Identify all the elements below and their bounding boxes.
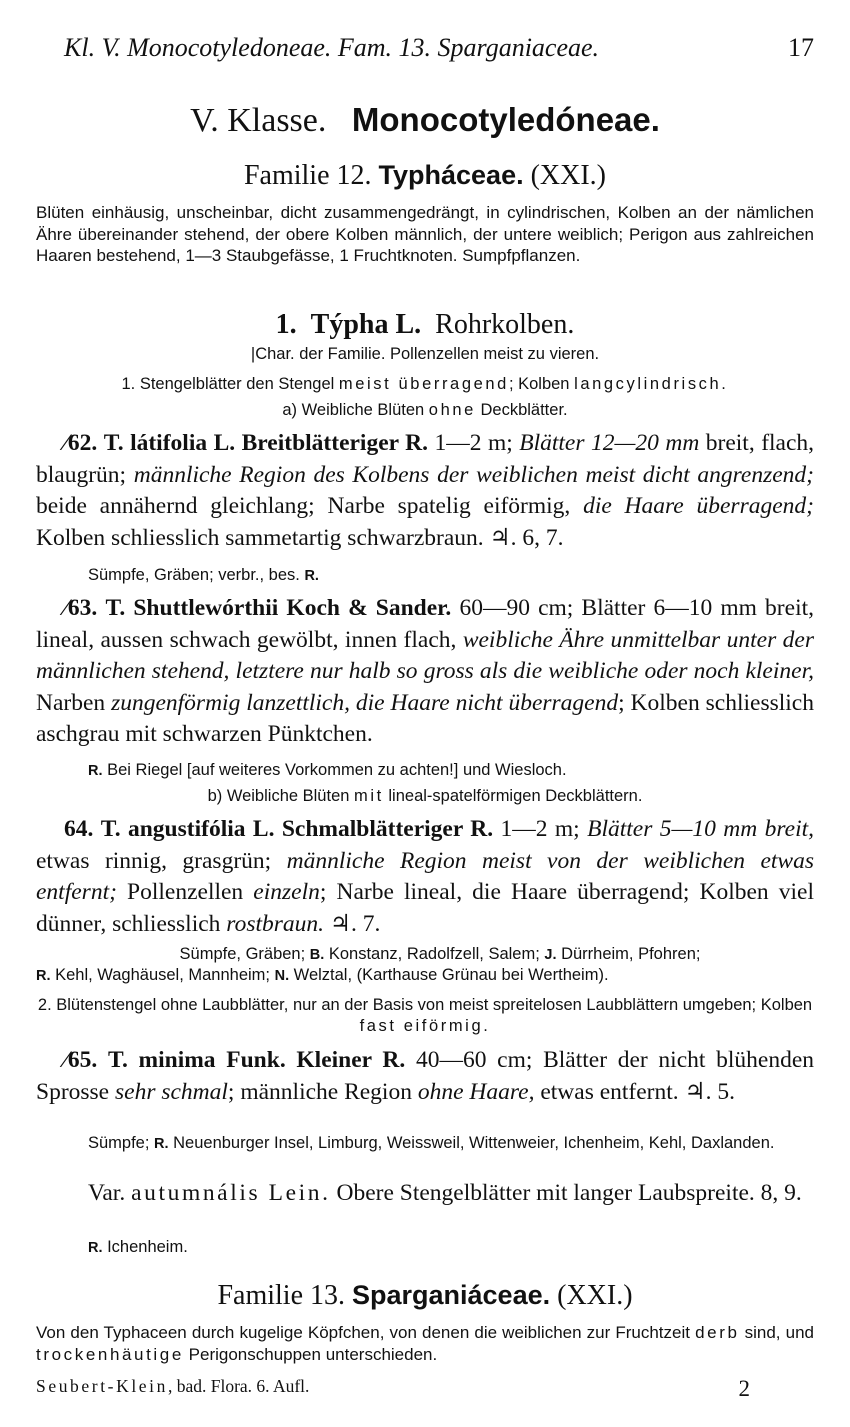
species-64-text: 1—2 m;: [500, 816, 588, 842]
genus-heading: [36, 308, 814, 342]
key-1b: [36, 786, 814, 807]
variety-name: autumnális: [131, 1180, 261, 1206]
species-62-text: Kolben schliesslich sammetartig schwarzbraun. ♃. 6, 7.: [36, 524, 564, 551]
genus-character: |Char. der Familie. Pollenzellen meist zu vieren.: [250, 345, 600, 363]
species-65-common-name: Kleiner R.: [296, 1047, 406, 1073]
locality-text: Bei Riegel [auf weiteres Vorkommen zu achten!] und Wiesloch.: [107, 761, 567, 779]
family-12-suffix: (XXI.): [530, 160, 607, 191]
species-62-italic: Blätter 12—20 mm: [519, 430, 700, 456]
species-63-number: ⁄63.: [64, 595, 98, 621]
species-64-italic: männliche Region meist von der weiblichen etwas entfernt;: [36, 847, 814, 905]
family-12-description: Blüten einhäusig, unscheinbar, dicht zusammengedrängt, in cylindrischen, Kolben an der nämlichen Ähre übereinander stehend, der obere Kolben männlich, der untere weiblich; Perigon aus zahlreichen Haaren bestehend, 1—3 Staubgefässe, 1 Fruchtknoten. Sumpfpflanzen.: [36, 203, 814, 265]
species-65-number: ⁄65.: [64, 1047, 98, 1073]
locality-region: R.: [154, 1136, 169, 1152]
species-64: [36, 814, 814, 940]
species-62-italic: männliche Region des Kolbens der weiblichen meist dicht angrenzend;: [133, 461, 814, 488]
family-13-description: [36, 1322, 814, 1365]
species-62-italic: die Haare überragend;: [583, 493, 814, 519]
key-1-spaced-2: langcylindrisch.: [574, 375, 729, 393]
locality-text: Ichenheim.: [107, 1238, 188, 1256]
species-63-scientific-name: T. Shuttlewórthii Koch & Sander.: [105, 595, 452, 621]
key-1-text-2: ; Kolben: [508, 375, 575, 393]
locality-text: Kehl, Waghäusel, Mannheim;: [50, 966, 275, 984]
species-64-text: etwas rinnig, grasgrün;: [36, 847, 287, 874]
footer-author: Seubert-Klein: [36, 1376, 168, 1396]
family-13-desc-spaced: derb: [695, 1323, 740, 1342]
species-63: [36, 593, 814, 751]
species-62-text: 1—2 m;: [434, 430, 520, 456]
species-63-italic: zungenförmig lanzettlich, die Haare nicht überragend: [111, 689, 619, 716]
species-64-number: 64.: [64, 816, 94, 842]
species-62-number: ⁄62.: [64, 430, 98, 456]
class-name: Monocotyledóneae.: [351, 101, 660, 138]
locality-region: R.: [304, 568, 319, 584]
locality-region: J.: [544, 947, 557, 963]
locality-text: Neuenburger Insel, Limburg, Weissweil, Wittenweier, Ichenheim, Kehl, Daxlanden.: [168, 1134, 775, 1152]
species-62-common-name: Breitblätteriger R.: [241, 430, 428, 456]
species-64-locality-2: [36, 965, 814, 987]
footer-title: , bad. Flora. 6. Aufl.: [167, 1376, 310, 1396]
species-62-text: beide annähernd gleichlang; Narbe spatelig eiförmig,: [36, 493, 584, 519]
family-13-desc-text: sind, und: [739, 1323, 814, 1342]
family-13-desc-text: Von den Typhaceen durch kugelige Köpfchen, von denen die weiblichen zur Fruchtzeit: [36, 1323, 696, 1342]
running-title: Kl. V. Monocotyledoneae. Fam. 13. Sparganiaceae.: [64, 33, 600, 62]
species-65-italic: sehr schmal: [115, 1078, 228, 1105]
species-65-locality: [36, 1133, 814, 1155]
family-13-heading: [36, 1278, 814, 1313]
species-64-text: ; Narbe lineal, die Haare überragend; Kolben viel dünner, schliesslich: [36, 879, 814, 937]
key-1b-text: b) Weibliche Blüten: [207, 787, 354, 805]
key-1a-text-2: Deckblätter.: [475, 401, 568, 419]
locality-region: B.: [309, 947, 325, 963]
locality-region: N.: [274, 968, 290, 984]
species-62: [36, 428, 814, 554]
locality-text: Sümpfe, Gräben; verbr., bes.: [88, 566, 300, 584]
variety-prefix: Var.: [88, 1180, 132, 1206]
key-2-text: 2. Blütenstengel ohne Laubblätter, nur an der Basis von meist spreitelosen Laubblättern umgeben; Kolben: [37, 996, 813, 1014]
species-65: [36, 1045, 814, 1108]
key-1a-text: a) Weibliche Blüten: [282, 401, 429, 419]
family-12-label: Familie 12.: [243, 160, 372, 191]
species-65-variety-locality: [36, 1237, 814, 1259]
species-62-text: breit, flach, blaugrün;: [36, 430, 815, 488]
page-footer: [36, 1376, 814, 1402]
family-13-label: Familie 13.: [217, 1280, 345, 1311]
locality-region: R.: [88, 763, 103, 779]
species-63-locality: [36, 760, 814, 782]
family-13-desc-spaced: trockenhäutige: [36, 1344, 184, 1364]
key-1a: [36, 400, 814, 421]
key-2-spaced: fast eiförmig.: [359, 1017, 491, 1035]
species-63-text: Narben: [36, 689, 112, 716]
species-65-variety: [36, 1178, 814, 1210]
family-12-heading: [36, 158, 814, 193]
species-65-scientific-name: T. minima Funk.: [108, 1047, 286, 1073]
species-65-italic: ohne Haare,: [417, 1078, 535, 1105]
class-heading: [36, 100, 814, 141]
genus-name: Týpha L.: [310, 309, 422, 340]
species-64-text: Pollenzellen: [116, 879, 254, 905]
key-2: [36, 995, 814, 1037]
species-64-italic: Blätter 5—10 mm breit,: [587, 816, 815, 842]
family-12-name: Typháceae.: [378, 160, 524, 190]
key-1b-text-2: lineal-spatelförmigen Deckblättern.: [383, 787, 643, 805]
key-1-spaced: meist überragend: [338, 375, 509, 393]
family-13-desc-text: Perigonschuppen unterschieden.: [183, 1344, 438, 1364]
key-1-text: 1. Stengelblätter den Stengel: [121, 375, 339, 393]
variety-text: Obere Stengelblätter mit langer Laubspreite. 8, 9.: [330, 1180, 802, 1206]
footer-signature: [36, 1376, 309, 1402]
running-header: [64, 33, 814, 63]
locality-text: Sümpfe, Gräben;: [179, 945, 310, 963]
species-64-locality-1: [36, 944, 814, 966]
locality-text: Konstanz, Radolfzell, Salem;: [324, 945, 545, 963]
species-65-text: etwas entfernt. ♃. 5.: [534, 1078, 735, 1105]
locality-region: R.: [88, 1240, 103, 1256]
family-13-suffix: (XXI.): [557, 1280, 633, 1311]
species-65-text: 40—60 cm; Blätter der nicht blühenden Sprosse: [36, 1047, 815, 1105]
locality-region: R.: [36, 968, 51, 984]
species-63-text: 60—90 cm; Blätter 6—10 mm breit, lineal, aussen schwach gewölbt, innen flach,: [36, 595, 814, 653]
species-64-italic: einzeln: [253, 879, 320, 905]
class-label: V. Klasse.: [190, 102, 327, 139]
species-64-italic: rostbraun.: [226, 910, 325, 937]
species-62-locality: [36, 565, 814, 587]
genus-common-name: Rohrkolben.: [435, 309, 575, 340]
species-65-text: ; männliche Region: [227, 1078, 418, 1105]
species-62-scientific-name: T. látifolia L.: [103, 430, 236, 456]
species-63-text: ; Kolben schliesslich aschgrau mit schwarzen Pünktchen.: [36, 689, 814, 747]
key-1b-spaced: mit: [354, 787, 384, 805]
variety-author: Lein.: [260, 1180, 331, 1206]
locality-text: Sümpfe;: [88, 1134, 155, 1152]
species-63-italic: weibliche Ähre unmittelbar unter der männlichen stehend, letztere nur halb so gross als die weibliche oder noch kleiner,: [36, 626, 814, 684]
genus-number: 1.: [275, 309, 297, 340]
key-1: [36, 374, 814, 395]
locality-text: Dürrheim, Pfohren;: [556, 945, 701, 963]
species-64-scientific-name: T. angustifólia L.: [100, 816, 275, 842]
locality-text: Welztal, (Karthause Grünau bei Wertheim).: [289, 966, 609, 984]
species-64-text: ♃. 7.: [324, 910, 381, 937]
footer-sheet-number: 2: [738, 1376, 750, 1401]
page-number: 17: [788, 33, 814, 62]
key-1a-spaced: ohne: [428, 401, 476, 419]
species-64-common-name: Schmalblätteriger R.: [281, 816, 494, 842]
family-13-name: Sparganiáceae.: [352, 1280, 551, 1310]
